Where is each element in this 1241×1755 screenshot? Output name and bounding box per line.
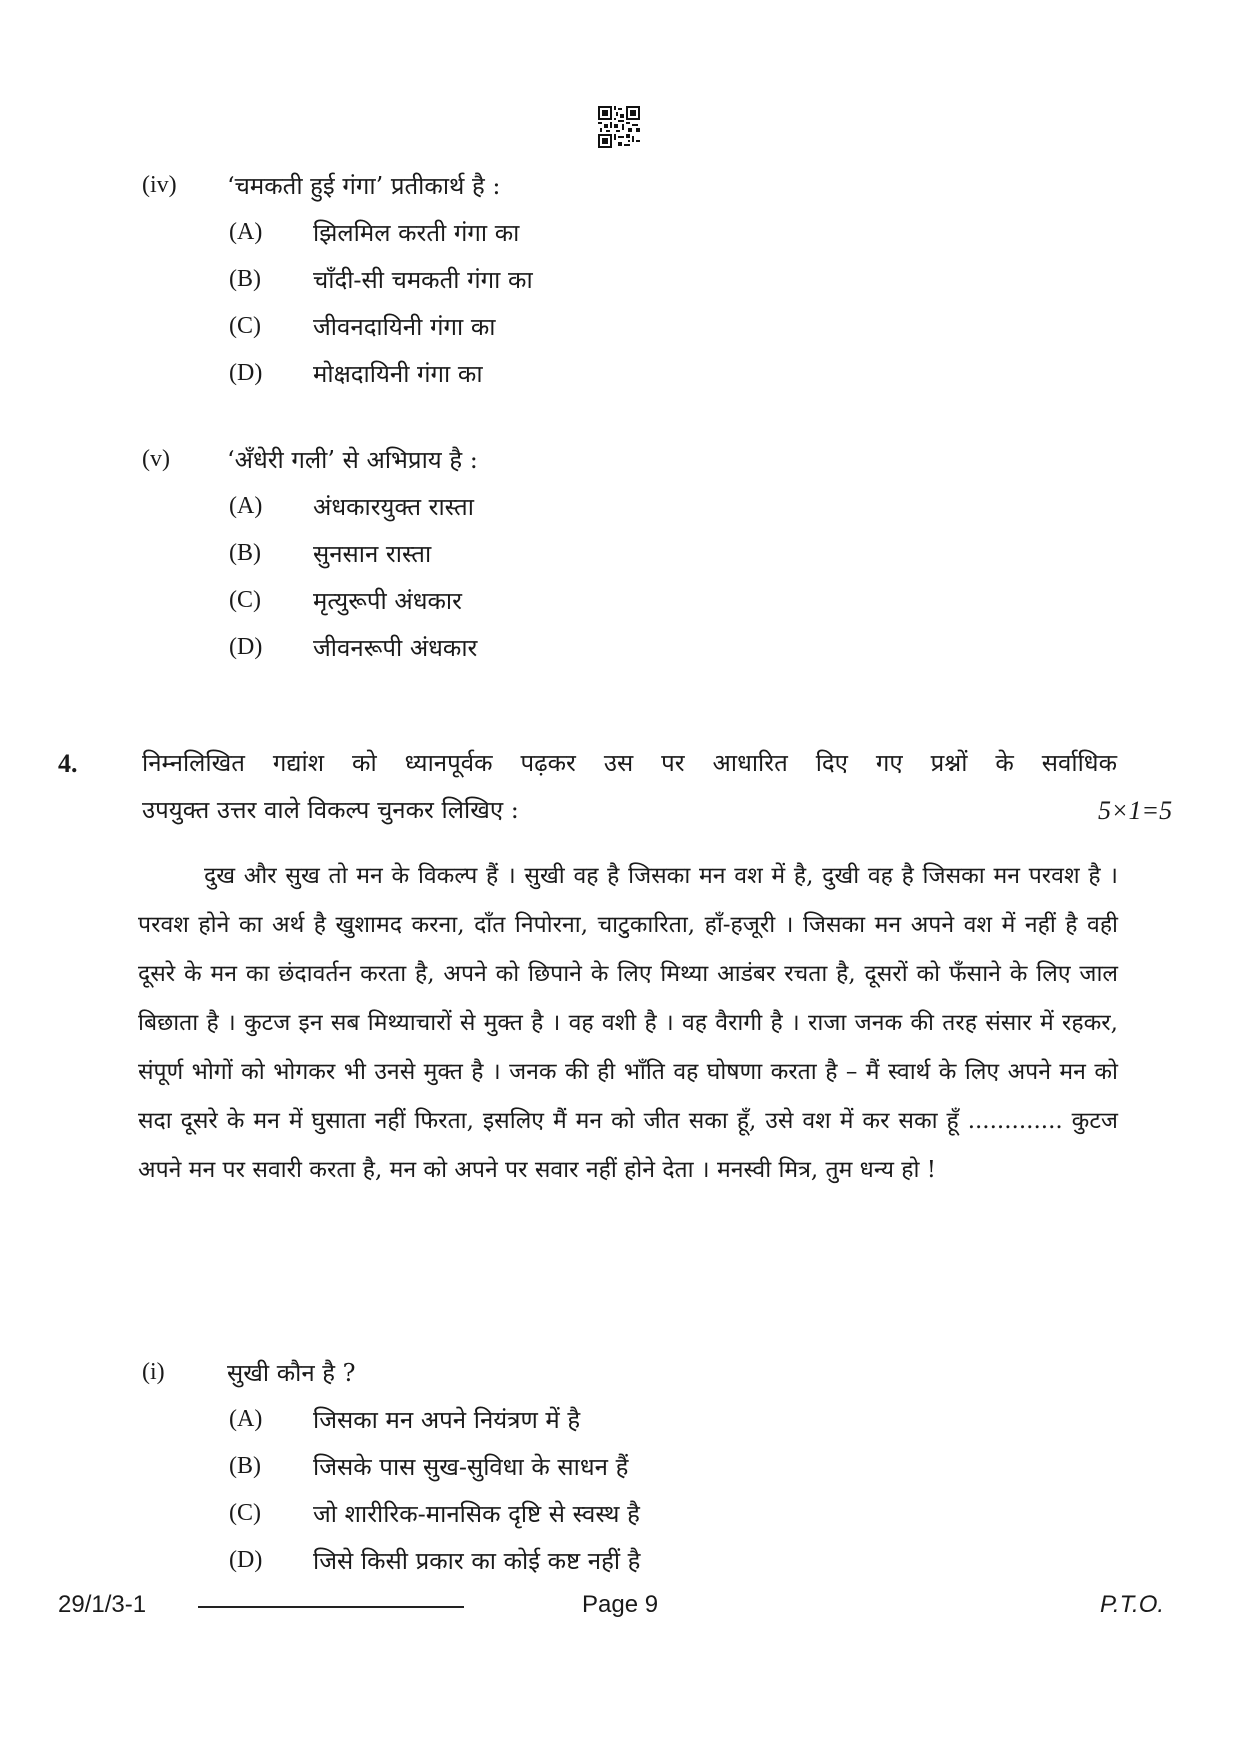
option-text: चाँदी-सी चमकती गंगा का [313, 266, 533, 294]
option-text: जिसे किसी प्रकार का कोई कष्ट नहीं है [313, 1547, 641, 1575]
option-letter: (B) [229, 540, 261, 566]
q3-v-number: (v) [142, 446, 170, 472]
passage-text: दुख और सुख तो मन के विकल्प हैं । सुखी वह है जिसका मन वश में है, दुखी वह है जिसका मन परवश है । परवश होने का अर्थ है खुशामद करना, दाँत निपोरना, चाटुकारिता, हाँ-हजूरी । जिसका मन अपने वश में नहीं है वही दूसरे के मन का छंदावर्तन करता है, अपने को छिपाने के लिए मिथ्या आडंबर रचता है, दूसरों को फँसाने के लिए जाल बिछाता है । कुटज इन सब मिथ्याचारों से मुक्त है । वह वशी है । वह वैरागी है । राजा जनक की तरह संसार में रहकर, संपूर्ण भोगों को भोगकर भी उनसे मुक्त है । जनक की ही भाँति वह घोषणा करता है – मैं स्वार्थ के लिए अपने मन को सदा दूसरे के मन में घुसाता नहीं फिरता, इसलिए मैं मन को जीत सका हूँ, उसे वश में कर सका हूँ ............. कुटज अपने मन पर सवारी करता है, मन को अपने पर सवार नहीं होने देता । मनस्वी मित्र, तुम धन्य हो ! [138, 863, 1118, 1183]
option-letter: (D) [229, 360, 263, 386]
option-letter: (C) [229, 1500, 261, 1526]
question-4-marks: 5×1=5 [1098, 796, 1173, 825]
question-4-number: 4. [58, 749, 78, 778]
option-letter: (C) [229, 587, 261, 613]
option-letter: (A) [229, 493, 263, 519]
option-letter: (C) [229, 313, 261, 339]
q4-i-number: (i) [142, 1359, 165, 1385]
footer-page-number: Page 9 [582, 1591, 659, 1618]
option-text: जीवनदायिनी गंगा का [313, 313, 496, 341]
footer-rule [198, 1606, 464, 1608]
q4-i-question: सुखी कौन है ? [227, 1359, 356, 1387]
q3-iv-number: (iv) [142, 172, 177, 198]
option-letter: (A) [229, 219, 263, 245]
option-letter: (D) [229, 634, 263, 660]
option-letter: (B) [229, 266, 261, 292]
option-letter: (D) [229, 1547, 263, 1573]
footer-code: 29/1/3-1 [58, 1591, 147, 1618]
option-letter: (B) [229, 1453, 261, 1479]
question-4-instruction-line2: उपयुक्त उत्तर वाले विकल्प चुनकर लिखिए : [142, 796, 519, 824]
option-text: जो शारीरिक-मानसिक दृष्टि से स्वस्थ है [313, 1500, 640, 1528]
option-text: मोक्षदायिनी गंगा का [313, 360, 483, 388]
question-4-instruction-line1: निम्नलिखित गद्यांश को ध्यानपूर्वक पढ़कर उस पर आधारित दिए गए प्रश्नों के सर्वाधिक [142, 749, 1117, 777]
footer-pto: P.T.O. [1100, 1591, 1165, 1618]
option-text: अंधकारयुक्त रास्ता [313, 493, 474, 521]
option-text: जिसके पास सुख-सुविधा के साधन हैं [313, 1453, 629, 1481]
option-letter: (A) [229, 1406, 263, 1432]
option-text: सुनसान रास्ता [313, 540, 432, 568]
qr-code [598, 106, 640, 148]
option-text: झिलमिल करती गंगा का [313, 219, 520, 247]
q3-v-question: ‘अँधेरी गली’ से अभिप्राय है : [227, 446, 478, 474]
q3-iv-question: ‘चमकती हुई गंगा’ प्रतीकार्थ है : [227, 172, 501, 200]
passage [138, 852, 1118, 1195]
option-text: जीवनरूपी अंधकार [313, 634, 478, 662]
option-text: मृत्युरूपी अंधकार [313, 587, 462, 615]
option-text: जिसका मन अपने नियंत्रण में है [313, 1406, 581, 1434]
